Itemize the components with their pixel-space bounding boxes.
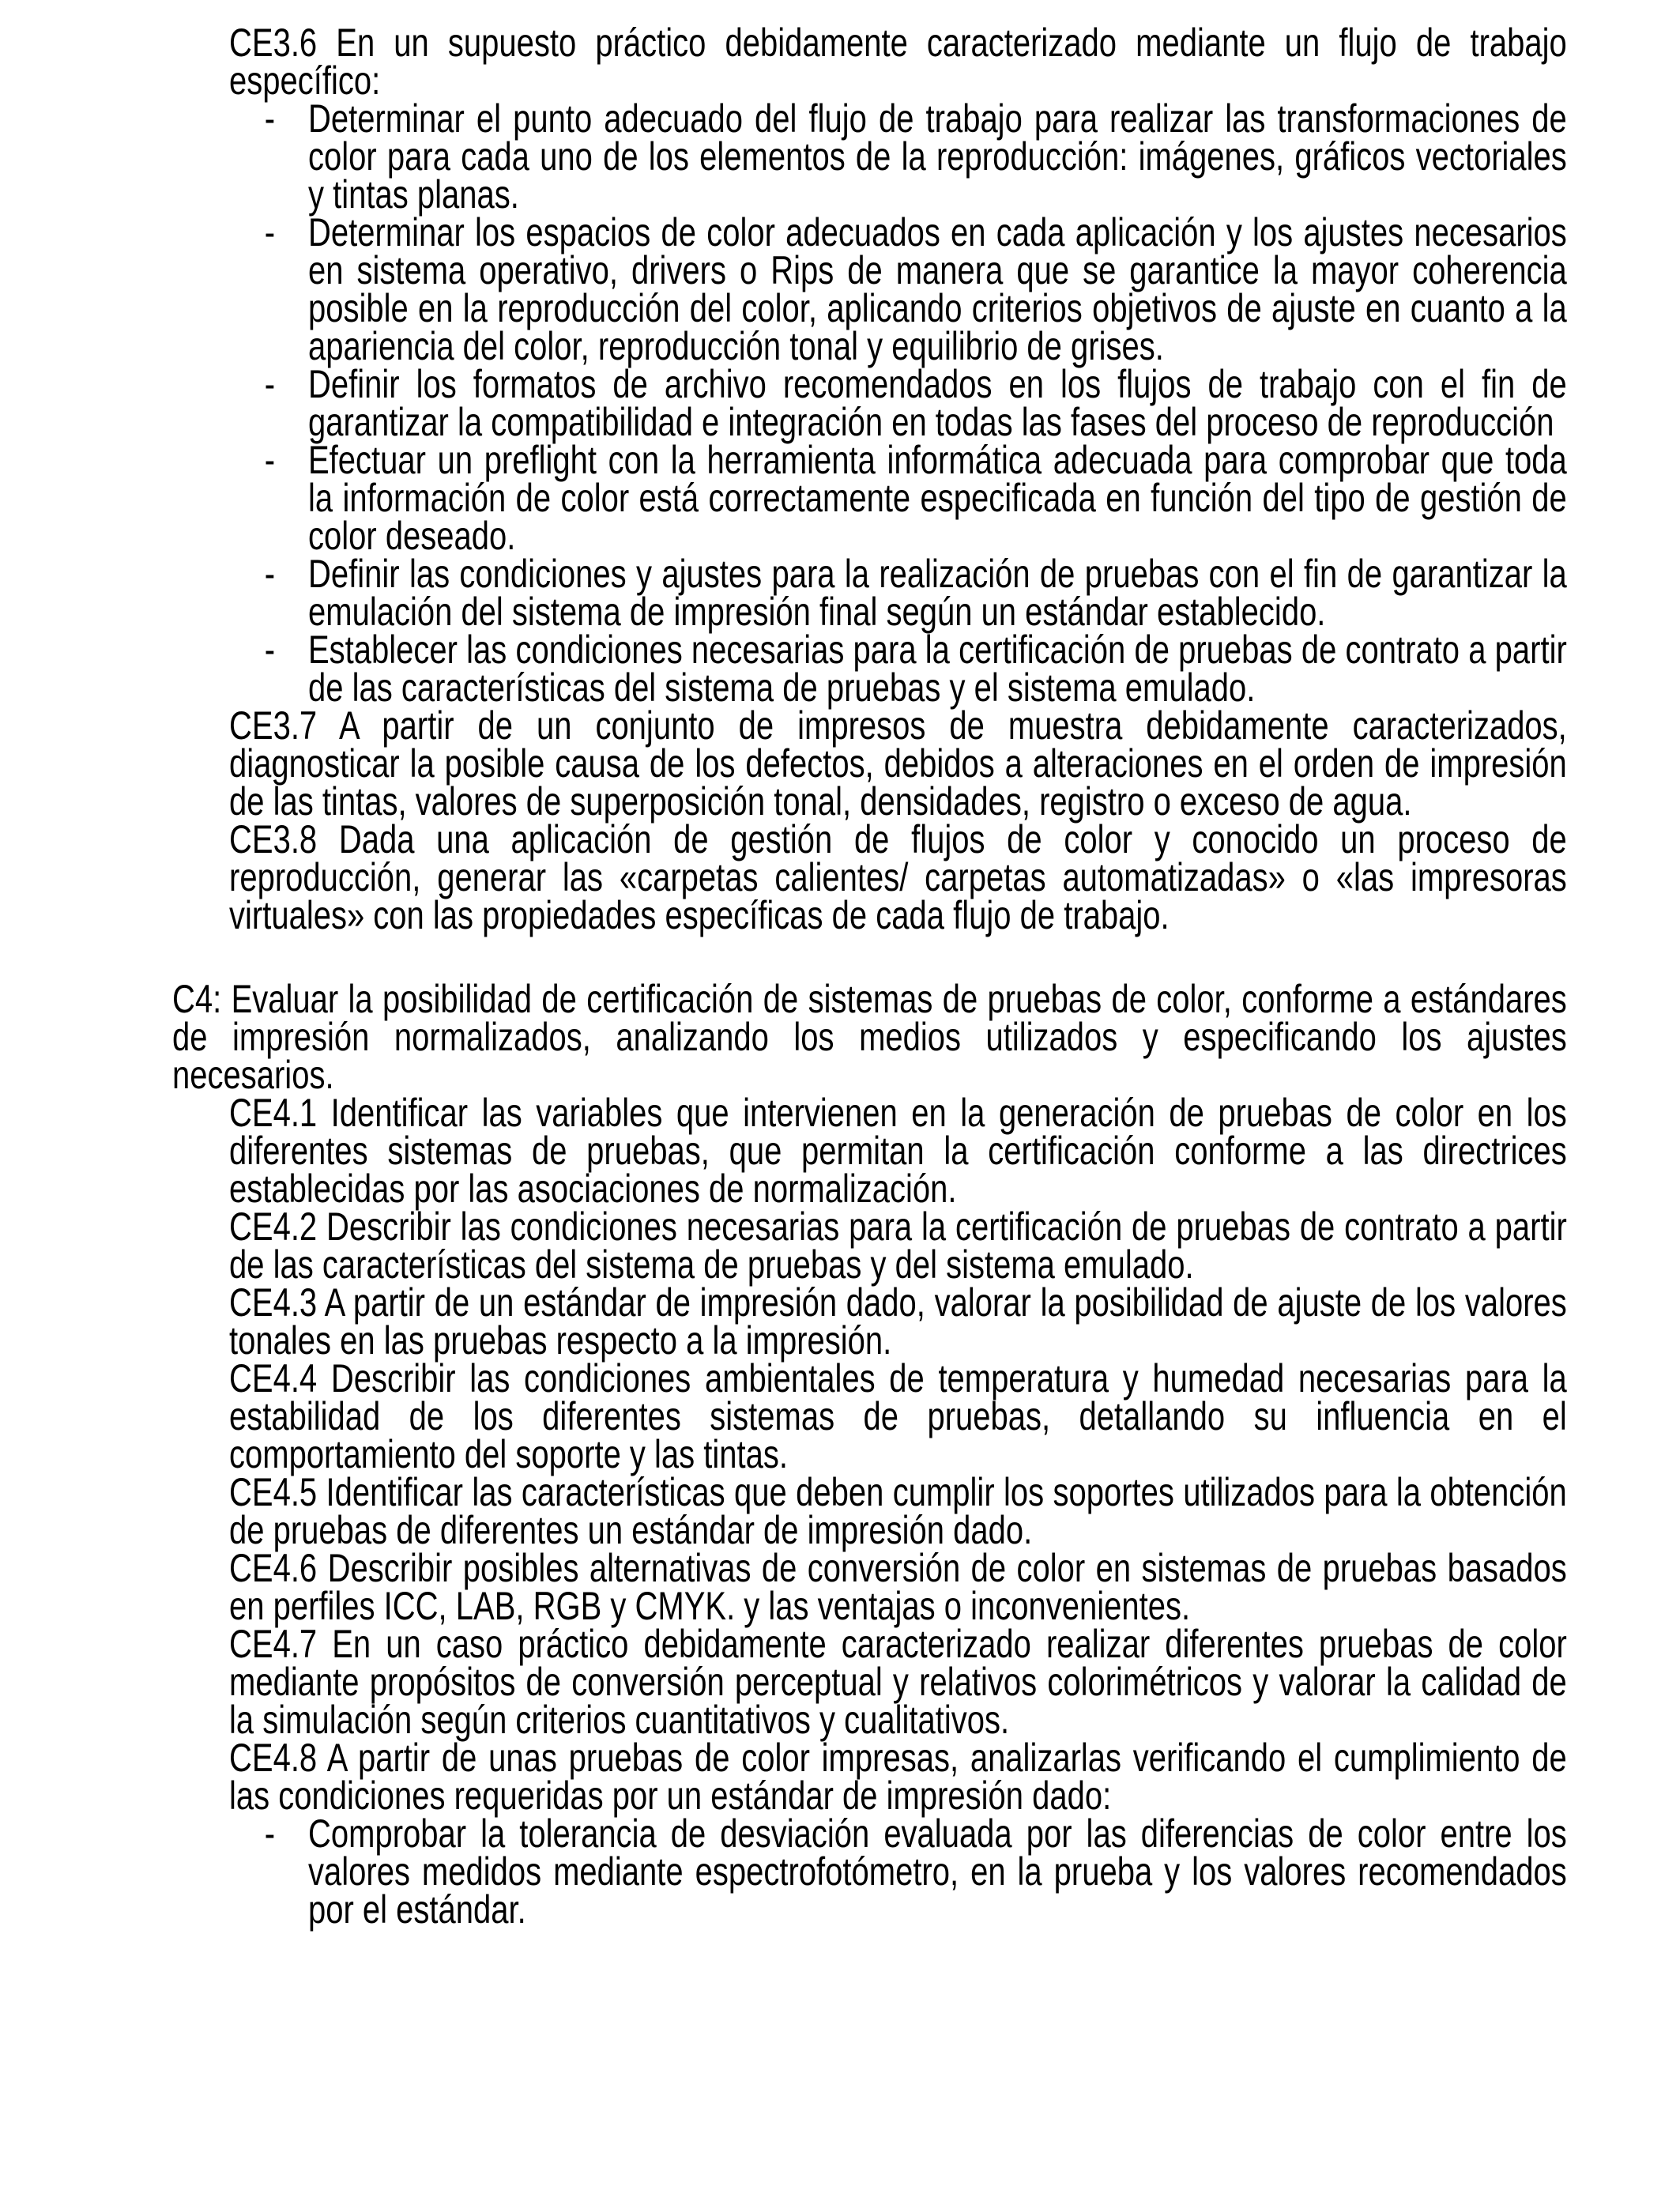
bullet-dash: - (264, 1811, 276, 1856)
list-item-ce3-6-1 (172, 96, 1567, 217)
list-item-text: Determinar el punto adecuado del flujo de trabajo para realizar las transformaciones de color para cada uno de los elementos de la reproducción: imágenes, gráficos vectoriales y tintas planas. (308, 96, 1567, 217)
paragraph-ce4-2: CE4.2 Describir las condiciones necesarias para la certificación de pruebas de contrato a partir de las características del sistema de pruebas y del sistema emulado. (229, 1204, 1567, 1287)
bullet-dash: - (264, 96, 276, 141)
list-item-text: Comprobar la tolerancia de desviación evaluada por las diferencias de color entre los valores medidos mediante espectrofotómetro, en la prueba y los valores recomendados por el estándar. (308, 1811, 1567, 1932)
bullet-dash: - (264, 362, 276, 406)
list-item-text: Efectuar un preflight con la herramienta informática adecuada para comprobar que toda la información de color está correctamente especificada en función del tipo de gestión de color deseado. (308, 438, 1567, 558)
paragraph-ce3-7: CE3.7 A partir de un conjunto de impresos de muestra debidamente caracterizados, diagnosticar la posible causa de los defectos, debidos a alteraciones en el orden de impresión de las tintas, valores de superposición tonal, densidades, registro o exceso de agua. (229, 703, 1567, 824)
list-item-text: Establecer las condiciones necesarias para la certificación de pruebas de contrato a partir de las características del sistema de pruebas y el sistema emulado. (308, 628, 1567, 710)
paragraph-ce4-4: CE4.4 Describir las condiciones ambientales de temperatura y humedad necesarias para la estabilidad de los diferentes sistemas de pruebas, detallando su influencia en el comportamiento del soporte y las tintas. (229, 1356, 1567, 1476)
paragraph-ce4-7: CE4.7 En un caso práctico debidamente caracterizado realizar diferentes pruebas de color mediante propósitos de conversión perceptual y relativos colorimétricos y valorar la calidad de la simulación según criterios cuantitativos y cualitativos. (229, 1622, 1567, 1742)
bullet-dash: - (264, 552, 276, 596)
paragraph-ce4-6: CE4.6 Describir posibles alternativas de conversión de color en sistemas de pruebas basados en perfiles ICC, LAB, RGB y CMYK. y las ventajas o inconvenientes. (229, 1546, 1567, 1628)
list-item-ce3-6-3 (172, 362, 1567, 444)
bullet-dash: - (264, 210, 276, 254)
bullet-dash: - (264, 628, 276, 672)
bullet-dash: - (264, 438, 276, 482)
paragraph-ce3-8: CE3.8 Dada una aplicación de gestión de flujos de color y conocido un proceso de reproducción, generar las «carpetas calientes/ carpetas automatizadas» o «las impresoras virtuales» con las propiedades específicas de cada flujo de trabajo. (229, 817, 1567, 937)
list-item-ce3-6-4 (172, 438, 1567, 558)
list-item-text: Determinar los espacios de color adecuados en cada aplicación y los ajustes necesarios en sistema operativo, drivers o Rips de manera que se garantice la mayor coherencia posible en la reproducción del color, aplicando criterios objetivos de ajuste en cuanto a la apariencia del color, reproducción tonal y equilibrio de grises. (308, 210, 1567, 368)
list-item-text: Definir las condiciones y ajustes para la realización de pruebas con el fin de garantizar la emulación del sistema de impresión final según un estándar establecido. (308, 552, 1567, 634)
list-item-ce4-8-1 (172, 1811, 1567, 1932)
paragraph-ce4-8: CE4.8 A partir de unas pruebas de color impresas, analizarlas verificando el cumplimiento de las condiciones requeridas por un estándar de impresión dado: (229, 1736, 1567, 1818)
list-item-ce3-6-6 (172, 628, 1567, 710)
paragraph-c4: C4: Evaluar la posibilidad de certificación de sistemas de pruebas de color, conforme a estándares de impresión normalizados, analizando los medios utilizados y especificando los ajustes necesarios. (172, 977, 1567, 1097)
paragraph-ce4-1: CE4.1 Identificar las variables que intervienen en la generación de pruebas de color en los diferentes sistemas de pruebas, que permitan la certificación conforme a las directrices establecidas por las asociaciones de normalización. (229, 1091, 1567, 1211)
paragraph-ce4-3: CE4.3 A partir de un estándar de impresión dado, valorar la posibilidad de ajuste de los valores tonales en las pruebas respecto a la impresión. (229, 1280, 1567, 1363)
list-item-text: Definir los formatos de archivo recomendados en los flujos de trabajo con el fin de garantizar la compatibilidad e integración en todas las fases del proceso de reproducción (308, 362, 1567, 444)
list-item-ce3-6-2 (172, 210, 1567, 368)
paragraph-ce3-6: CE3.6 En un supuesto práctico debidamente caracterizado mediante un flujo de trabajo específico: (229, 21, 1567, 103)
paragraph-ce4-5: CE4.5 Identificar las características que deben cumplir los soportes utilizados para la obtención de pruebas de diferentes un estándar de impresión dado. (229, 1470, 1567, 1552)
list-item-ce3-6-5 (172, 552, 1567, 634)
text-column (172, 21, 1567, 1932)
